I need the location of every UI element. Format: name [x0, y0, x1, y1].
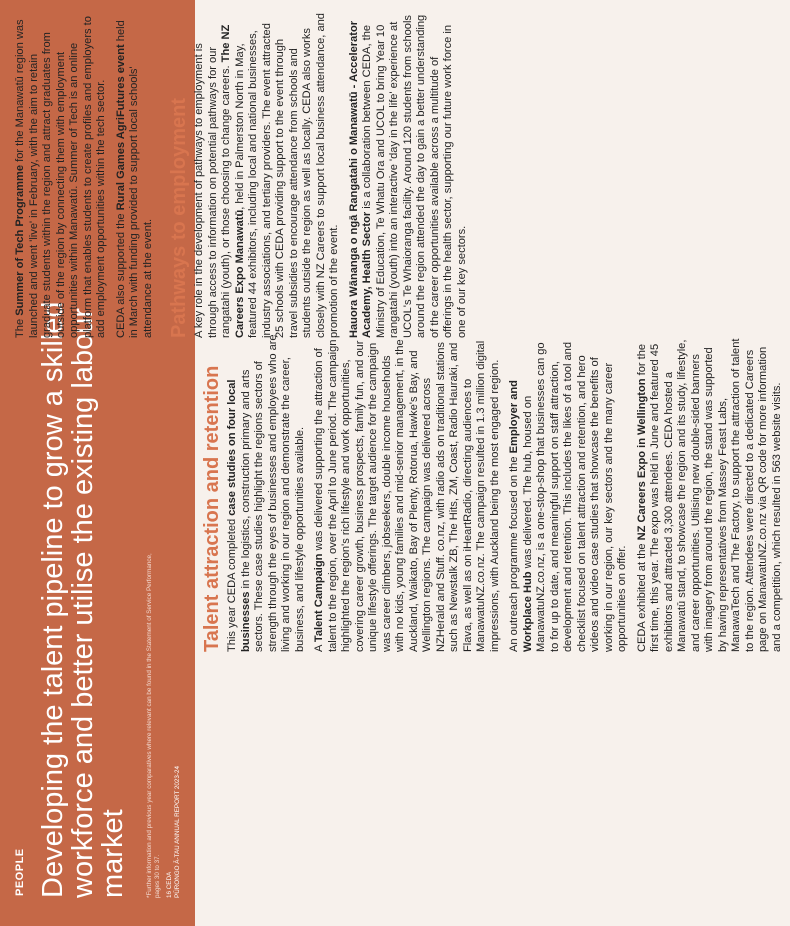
report-title: PŪRONGO Ā-TAU ANNUAL REPORT 2023-24: [174, 765, 181, 898]
page-number: 16 CEDA: [166, 871, 173, 898]
talent-paragraph-6: CEDA also supported the Rural Games AgriFutures event held in March with funding provided to support local schools' attendance at the event.: [114, 20, 154, 338]
column-left: [200, 334, 790, 652]
column-right: [14, 13, 475, 338]
talent-paragraph-3: An outreach programme focused on the Employer and Workplace Hub was delivered. The hub, housed on ManawatuNZ.co.nz, is a one-stop-shop that businesses can go to for up to date, and meaningful support on staff attraction, development and retention. This includes the likes of a tool and checklist focused on talent attraction and retention, and hero videos and video case studies that showcase the benefits of working in our region, our key sectors and the many career opportunities on offer.: [508, 341, 628, 652]
footnote: *Further information and previous year comparatives where relevant can be found in the Statement of Service Performance, pages 30 to 37.: [146, 553, 161, 898]
talent-paragraph-4: CEDA exhibited at the NZ Careers Expo in Wellington for the first time, this year. The expo was held in June and featured 45 exhibitors and attracted 3,300 attendees. CEDA hosted a Manawatū stand, to showcase the region and its study, lifestyle, and career opportunities. Utilising new double-sided banners with imagery from around the region, the stand was supported by having representatives from Massey Feast Labs, ManawaTech and The Factory, to support the attraction of talent to the region. Attendees were directed to a dedicated Careers page on ManawatuNZ.co.nz via QR code for more information and a competition, which resulted in 563 website visits.: [635, 338, 783, 652]
talent-paragraph-2: A Talent Campaign was delivered supporting the attraction of talent to the region, over the April to June period. The campaign highlighted the region's rich lifestyle and work opportunities, covering career growth, business prospects, family fun, and our unique lifestyle offerings. The target audience for the campaign was career climbers, jobseekers, double income households with no kids, young families and mid-senior management, in the Auckland, Waikato, Bay of Plenty, Rotorua, Hawke's Bay, and Wellington regions. The campaign was delivered across NZHerald and Stuff. co.nz, with radio ads on traditional stations such as Newstalk ZB, The Hits, ZM, Coast, Radio Hauraki, and Flava, as well as on iHeartRadio, directing audiences to ManawatuNZ.co.nz. The campaign resulted in 1.3 million digital impressions, with Auckland being the most engaged region.: [313, 339, 501, 652]
section-label: PEOPLE: [14, 848, 26, 896]
pathways-paragraph-2: Hauora Wānanga o ngā Rangatahi o Manawatū - Accelerator Academy, Health Sector is a collaboration between CEDA, the Ministry of Education, Te Whatu Ora and UCOL to bring Year 10 rangatahi (youth) into an interactive 'day in the life' experience at UCOL's Te Whaioranga facility. Around 120 students from schools around the region attended the day to gain a better understanding of the career opportunities available across a multitude of offerings in the health sector, supporting our future work force in one of our key sectors.: [347, 14, 468, 338]
page-footer: [166, 766, 182, 898]
talent-heading: Talent attraction and retention: [201, 365, 223, 652]
pathways-heading: Pathways to employment: [168, 97, 190, 338]
talent-paragraph-1: This year CEDA completed case studies on four local businesses in the logistics, construction primary and arts sectors. These case studies highlight the regions sectors of strength through the eyes of businesses and employees who are living and working in our region and demonstrate the career, business, and lifestyle opportunities available.: [226, 334, 306, 652]
page-headline: Developing the talent pipeline to grow a skilled workforce and better utilise the existing labour market: [37, 301, 129, 898]
pathways-paragraph-1: A key role in the development of pathways to employment is through access to information on potential pathways for our rangatahi (youth), or those choosing to change careers. The NZ Careers Expo Manawatū, held in Palmerston North in May, featured 44 exhibitors, including local and national businesses, industry associations, and tertiary providers. The event attracted 25 schools with CEDA providing support to the event through travel subsidies to encourage attendance from schools and students outside the region as well as locally. CEDA also works closely with NZ Careers to support local business attendance, and promotion of the event.: [193, 13, 340, 338]
talent-paragraph-5: The Summer of Tech Programme for the Manawatū region was launched and went 'live' in February, with the aim to retain graduate students within the region and attract graduates from outside of the region by connecting them with employment opportunities within Manawatū. Summer of Tech is an online platform that enables students to create profiles and employers to add employment opportunities within the tech sector.: [14, 16, 107, 338]
